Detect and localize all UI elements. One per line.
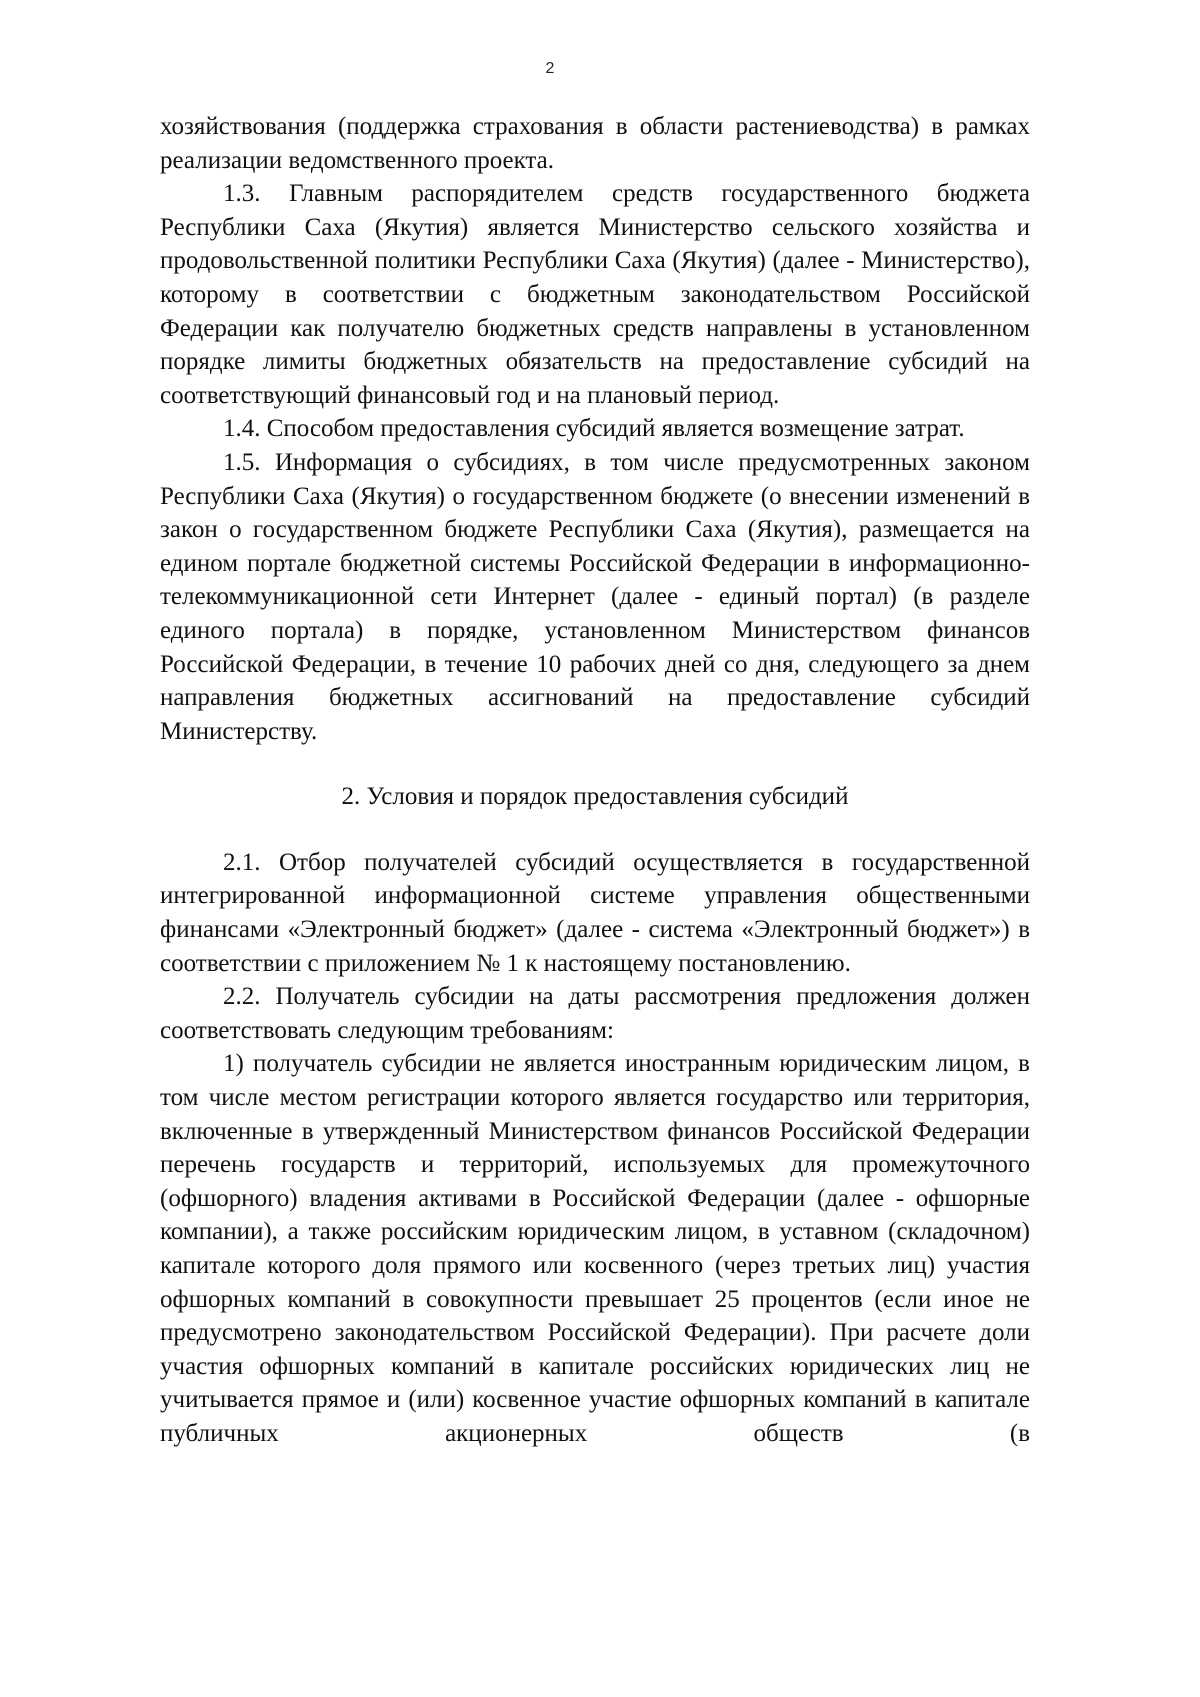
paragraph-2-1: 2.1. Отбор получателей субсидий осуществляется в государственной интегрированной информационной системе управления общественными финансами «Электронный бюджет» (далее - система «Электронный бюджет») в соответствии с приложением № 1 к настоящему постановлению. <box>160 848 1030 977</box>
document-body <box>160 110 1030 1451</box>
paragraph-1-4: 1.4. Способом предоставления субсидий является возмещение затрат. <box>223 415 965 443</box>
page-number: 2 <box>545 60 555 77</box>
section-heading: 2. Условия и порядок предоставления субсидий <box>341 783 849 811</box>
paragraph-2-2-item-1: 1) получатель субсидии не является иностранным юридическим лицом, в том числе местом регистрации которого является государство или территория, включенные в утвержденный Министерством финансов Российской Федерации перечень государств и территорий, используемых для промежуточного (офшорного) владения активами в Российской Федерации (далее - офшорные компании), а также российским юридическим лицом, в уставном (складочном) капитале которого доля прямого или косвенного (через третьих лиц) участия офшорных компаний в совокупности превышает 25 процентов (если иное не предусмотрено законодательством Российской Федерации). При расчете доли участия офшорных компаний в капитале российских юридических лиц не учитывается прямое и (или) косвенное участие офшорных компаний в капитале публичных акционерных обществ (в <box>160 1050 1030 1447</box>
paragraph-1-3: 1.3. Главным распорядителем средств государственного бюджета Республики Саха (Якутия) является Министерство сельского хозяйства и продовольственной политики Республики Саха (Якутия) (далее - Министерство), которому в соответствии с бюджетным законодательством Российской Федерации как получателю бюджетных средств направлены в установленном порядке лимиты бюджетных обязательств на предоставление субсидий на соответствующий финансовый год и на плановый период. <box>160 180 1030 409</box>
paragraph-1-2-continuation: хозяйствования (поддержка страхования в области растениеводства) в рамках реализации ведомственного проекта. <box>160 113 1030 174</box>
paragraph-1-5: 1.5. Информация о субсидиях, в том числе предусмотренных законом Республики Саха (Якутия) о государственном бюджете (о внесении изменений в закон о государственном бюджете Республики Саха (Якутия), размещается на едином портале бюджетной системы Российской Федерации в информационно-телекоммуникационной сети Интернет (далее - единый портал) (в разделе единого портала) в порядке, установленном Министерством финансов Российской Федерации, в течение 10 рабочих дней со дня, следующего за днем направления бюджетных ассигнований на предоставление субсидий Министерству. <box>160 448 1030 745</box>
paragraph-2-2: 2.2. Получатель субсидии на даты рассмотрения предложения должен соответствовать следующим требованиям: <box>160 983 1030 1044</box>
